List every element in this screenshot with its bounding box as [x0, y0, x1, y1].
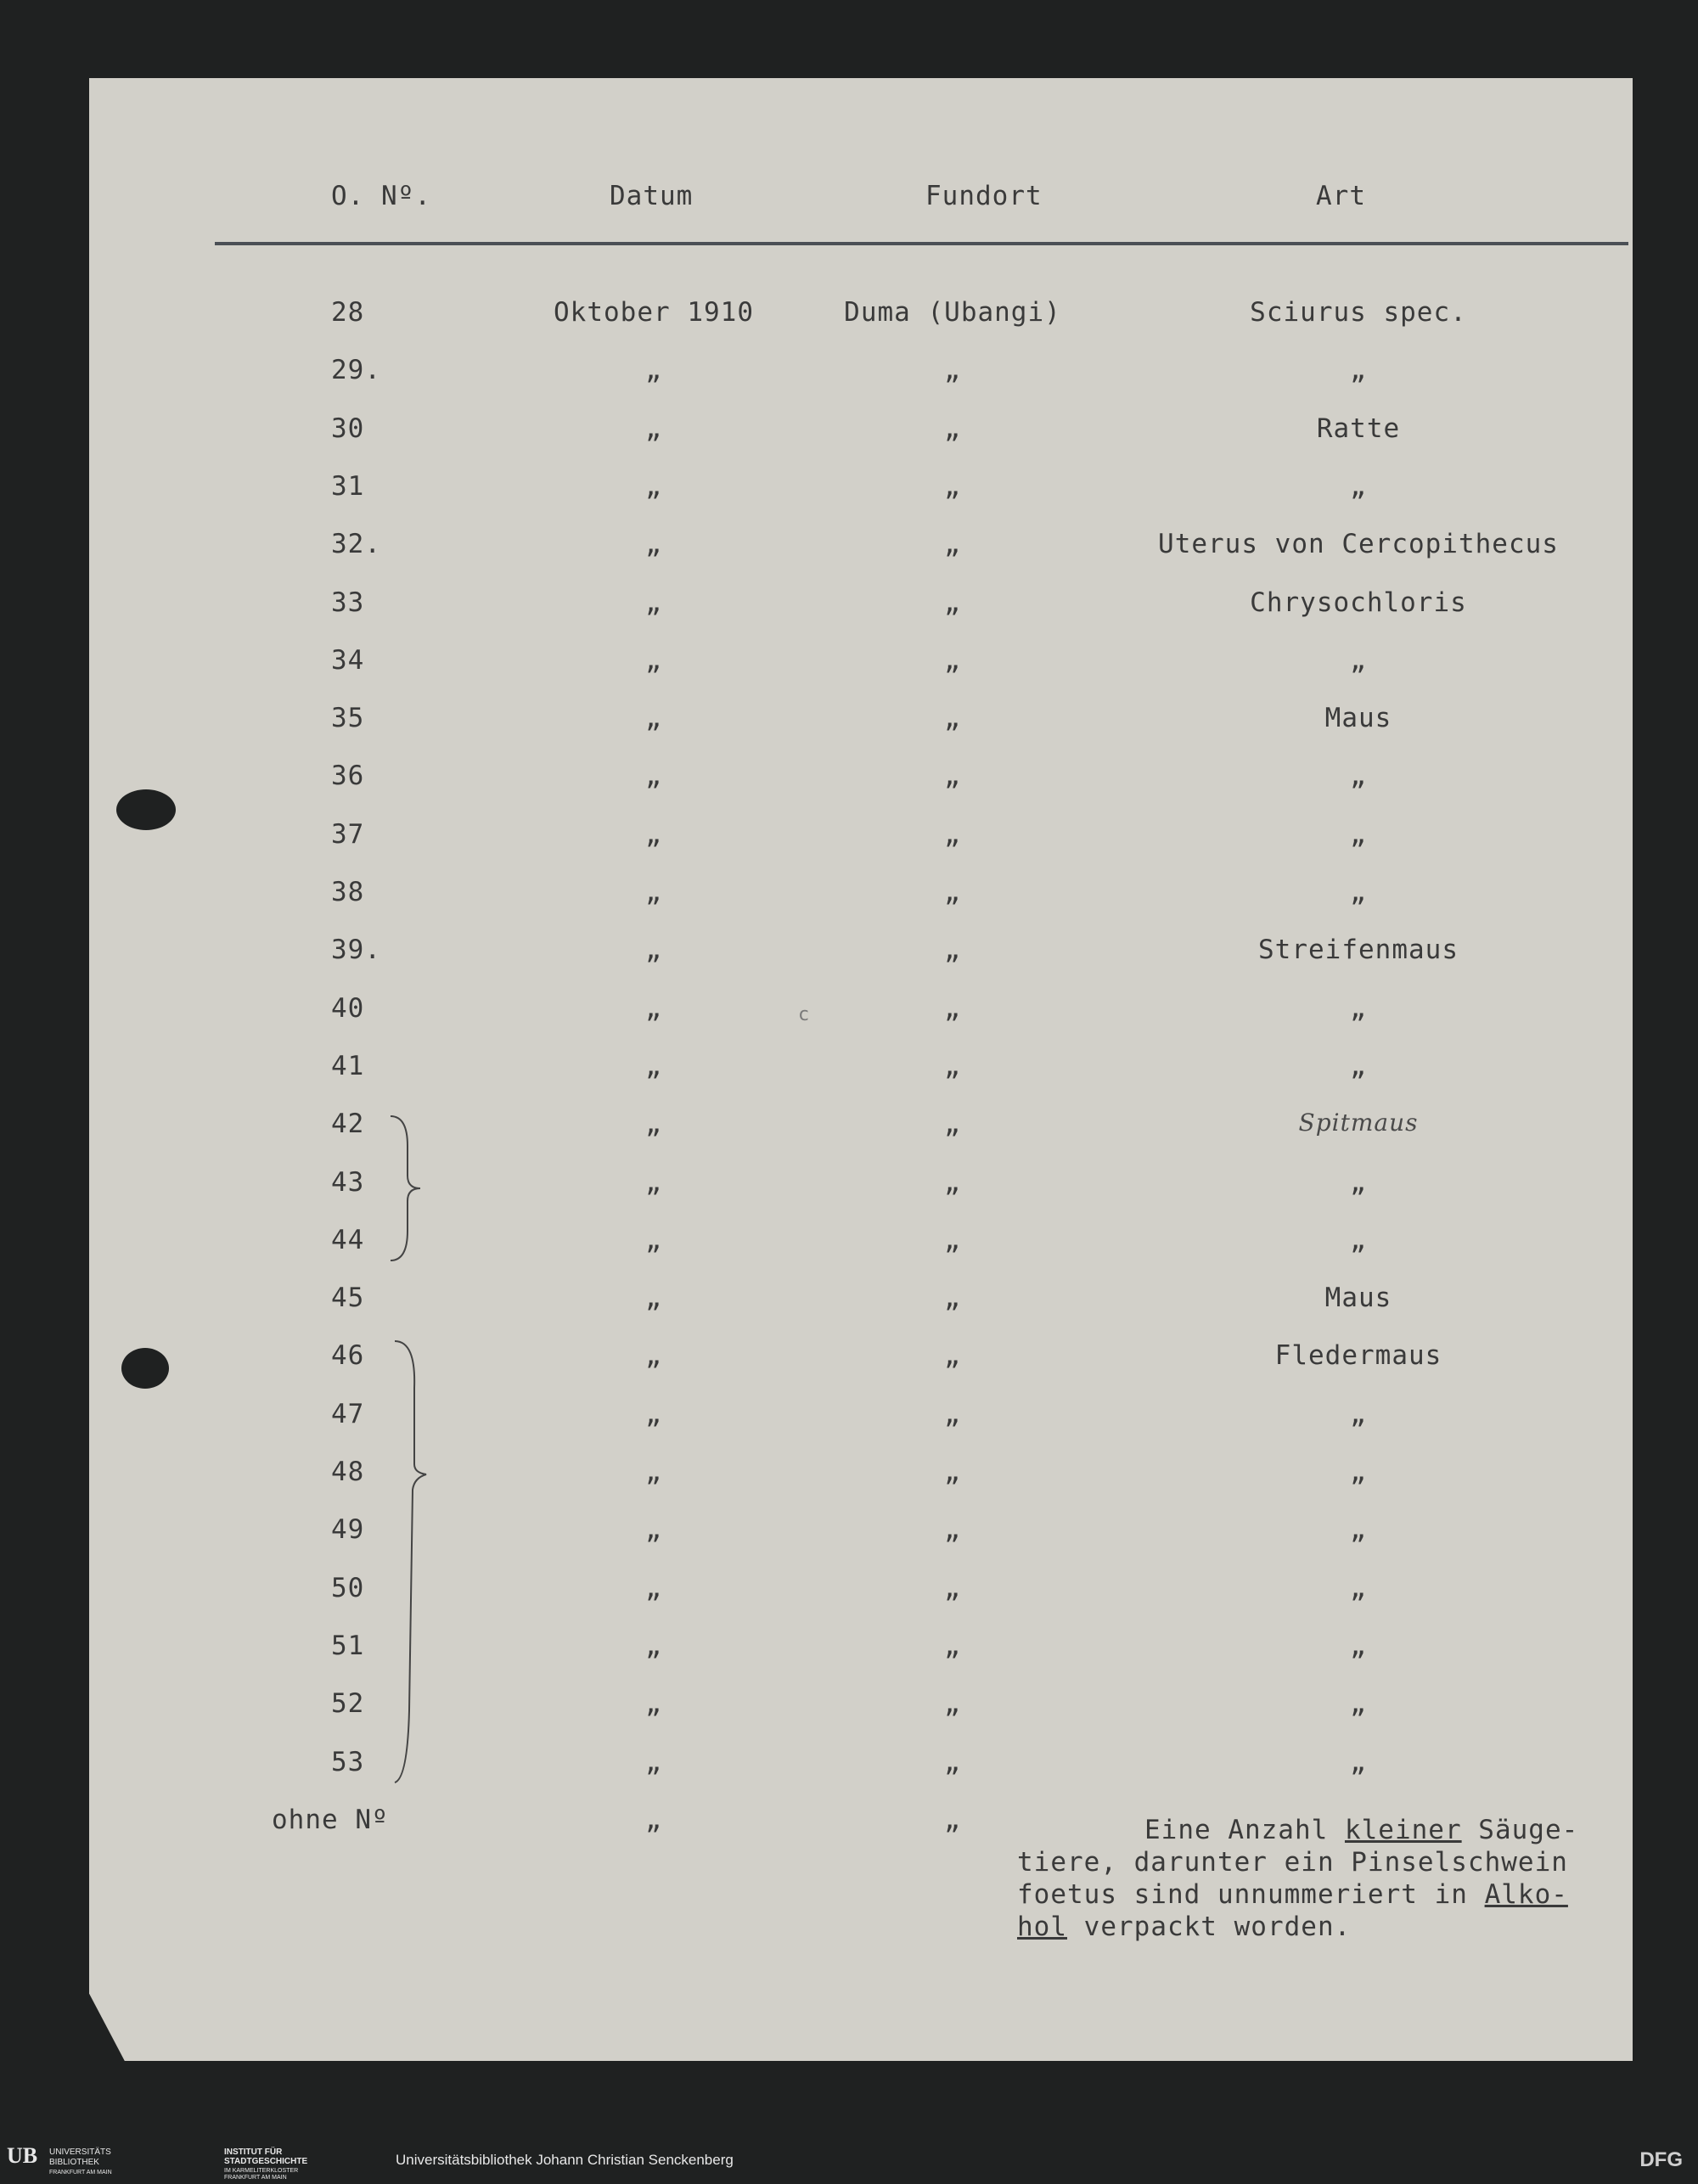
cell-fundort: „: [944, 877, 961, 907]
cell-datum: „: [645, 818, 662, 850]
cell-number: 35: [331, 703, 365, 734]
cell-fundort: „: [944, 703, 961, 734]
cell-fundort: „: [944, 470, 961, 502]
cell-fundort: „: [944, 1340, 961, 1372]
cell-datum: „: [645, 413, 662, 444]
cell-number: 52: [331, 1688, 365, 1720]
cell-art: „: [1350, 1050, 1367, 1081]
isg-logo-text-4: FRANKFURT AM MAIN: [224, 2175, 287, 2181]
cell-datum: „: [645, 703, 662, 734]
cell-fundort: Duma (Ubangi): [844, 297, 1061, 328]
cell-fundort: „: [944, 529, 961, 560]
cell-number: 48: [331, 1457, 365, 1487]
cell-fundort: „: [944, 355, 961, 386]
cell-fundort: „: [944, 992, 961, 1024]
cell-datum: „: [645, 1340, 662, 1372]
cell-datum: „: [645, 1283, 662, 1314]
cell-fundort: „: [944, 935, 961, 966]
cell-datum: „: [645, 992, 662, 1024]
cell-datum: „: [645, 1109, 662, 1140]
note-line-1a: Eine Anzahl: [1144, 1815, 1345, 1845]
cell-number: 47: [331, 1398, 365, 1429]
cell-fundort: „: [944, 1050, 961, 1081]
footer-library-name: Universitätsbibliothek Johann Christian Senckenberg: [396, 2152, 734, 2168]
cell-datum: „: [645, 1514, 662, 1546]
note-line-3-underlined: Alko-: [1484, 1879, 1568, 1910]
cell-number: 42: [331, 1109, 365, 1140]
cell-fundort: „: [944, 1224, 961, 1255]
note-line-3a: foetus sind unnummeriert in: [1017, 1879, 1485, 1910]
table-row: [0, 1573, 1698, 1615]
note-line-1-underlined: kleiner: [1344, 1815, 1462, 1845]
table-row: [0, 587, 1698, 630]
bracket-42-44: [386, 1112, 429, 1265]
cell-art: „: [1350, 1688, 1367, 1720]
cell-datum: Oktober 1910: [554, 297, 754, 328]
cell-fundort: „: [944, 1514, 961, 1546]
cell-datum: „: [645, 1457, 662, 1487]
cell-fundort: „: [944, 1746, 961, 1777]
table-row: [0, 1225, 1698, 1267]
cell-art: Maus: [1324, 703, 1392, 734]
table-row: [0, 645, 1698, 688]
cell-number: 43: [331, 1166, 365, 1198]
cell-number: 45: [331, 1283, 365, 1314]
cell-datum: „: [645, 587, 662, 618]
cell-fundort: „: [944, 1804, 961, 1835]
cell-datum: „: [645, 1804, 662, 1835]
cell-number: 49: [331, 1514, 365, 1546]
cell-number: 30: [331, 413, 365, 444]
column-header-number: O. Nº.: [331, 181, 431, 211]
cell-number: 44: [331, 1224, 365, 1255]
dfg-logo: DFG: [1639, 2148, 1683, 2171]
table-row: [0, 1109, 1698, 1151]
note-text: [1017, 1814, 1637, 1943]
cell-number: 34: [331, 644, 365, 676]
table-row: [0, 1051, 1698, 1093]
cell-number: 41: [331, 1050, 365, 1081]
cell-datum: „: [645, 935, 662, 966]
cell-number: 33: [331, 587, 365, 618]
cell-datum: „: [645, 529, 662, 560]
cell-datum: „: [645, 644, 662, 676]
table-row: [0, 1514, 1698, 1557]
header-rule: [215, 242, 1628, 245]
cell-art: Maus: [1324, 1283, 1392, 1314]
cell-art: „: [1350, 818, 1367, 850]
ub-logo-text-1: UNIVERSITÄTS: [49, 2148, 111, 2157]
table-row: [0, 529, 1698, 571]
table-row: [0, 297, 1698, 340]
cell-fundort: „: [944, 1630, 961, 1661]
cell-art: Uterus von Cercopithecus: [1158, 529, 1559, 560]
cell-fundort: „: [944, 1457, 961, 1487]
table-row: [0, 413, 1698, 456]
note-line-4-underlined: hol: [1017, 1912, 1067, 1942]
cell-fundort: „: [944, 1166, 961, 1198]
cell-art: „: [1350, 1572, 1367, 1603]
note-line-2: tiere, darunter ein Pinselschwein: [1017, 1847, 1568, 1878]
ub-logo: UB: [7, 2143, 38, 2168]
cell-number: 46: [331, 1340, 365, 1372]
table-row: [0, 993, 1698, 1036]
stray-mark: c: [798, 1004, 810, 1025]
cell-fundort: „: [944, 1109, 961, 1140]
cell-number: 38: [331, 877, 365, 907]
table-row: [0, 471, 1698, 514]
cell-datum: „: [645, 1224, 662, 1255]
cell-number: 50: [331, 1572, 365, 1603]
cell-number: 31: [331, 470, 365, 502]
cell-fundort: „: [944, 644, 961, 676]
cell-number: ohne Nº: [272, 1804, 389, 1835]
cell-art: „: [1350, 761, 1367, 792]
table-row: [0, 1283, 1698, 1325]
cell-fundort: „: [944, 818, 961, 850]
cell-datum: „: [645, 1166, 662, 1198]
cell-art: „: [1350, 1398, 1367, 1429]
note-line-4b: verpackt worden.: [1067, 1912, 1352, 1942]
cell-datum: „: [645, 1398, 662, 1429]
cell-datum: „: [645, 877, 662, 907]
cell-number: 36: [331, 761, 365, 792]
isg-logo-text-3: IM KARMELITERKLOSTER: [224, 2168, 299, 2174]
cell-art: „: [1350, 1457, 1367, 1487]
table-row: [0, 935, 1698, 977]
table-row: [0, 703, 1698, 745]
cell-art: „: [1350, 1746, 1367, 1777]
table-row: [0, 877, 1698, 919]
bracket-46-53: [391, 1337, 441, 1787]
cell-fundort: „: [944, 1572, 961, 1603]
cell-art: Ratte: [1316, 413, 1401, 444]
table-row: [0, 1631, 1698, 1673]
cell-art: „: [1350, 644, 1367, 676]
cell-art: „: [1350, 992, 1367, 1024]
cell-datum: „: [645, 1688, 662, 1720]
cell-number: 40: [331, 992, 365, 1024]
table-row: [0, 355, 1698, 397]
column-header-datum: Datum: [610, 181, 694, 211]
cell-art: Sciurus spec.: [1250, 297, 1467, 328]
cell-number: 39.: [331, 935, 381, 966]
cell-number: 37: [331, 818, 365, 850]
cell-number: 28: [331, 297, 365, 328]
cell-number: 29.: [331, 355, 381, 386]
cell-datum: „: [645, 470, 662, 502]
footer-bar: [0, 2138, 1698, 2181]
ub-logo-text-3: FRANKFURT AM MAIN: [49, 2170, 112, 2176]
cell-art: Chrysochloris: [1250, 587, 1467, 618]
cell-art: „: [1350, 1630, 1367, 1661]
isg-logo-text-1: INSTITUT FÜR: [224, 2148, 283, 2157]
cell-art: Fledermaus: [1274, 1340, 1442, 1372]
cell-number: 51: [331, 1630, 365, 1661]
table-row: [0, 1747, 1698, 1789]
cell-art: „: [1350, 1514, 1367, 1546]
cell-fundort: „: [944, 1688, 961, 1720]
cell-datum: „: [645, 761, 662, 792]
cell-datum: „: [645, 355, 662, 386]
table-row: [0, 1399, 1698, 1441]
cell-art: „: [1350, 877, 1367, 907]
table-row: [0, 1340, 1698, 1383]
cell-datum: „: [645, 1572, 662, 1603]
table-row: [0, 1688, 1698, 1731]
cell-number: 53: [331, 1746, 365, 1777]
cell-datum: „: [645, 1630, 662, 1661]
cell-number: 32.: [331, 529, 381, 560]
cell-art: Spitmaus: [1298, 1109, 1419, 1137]
cell-art: „: [1350, 355, 1367, 386]
note-line-1b: Säuge-: [1461, 1815, 1579, 1845]
table-row: [0, 819, 1698, 862]
column-header-art: Art: [1316, 181, 1366, 211]
cell-fundort: „: [944, 761, 961, 792]
cell-art: „: [1350, 1224, 1367, 1255]
table-row: [0, 761, 1698, 803]
cell-datum: „: [645, 1746, 662, 1777]
cell-art: „: [1350, 1166, 1367, 1198]
ub-logo-text-2: BIBLIOTHEK: [49, 2158, 99, 2167]
cell-fundort: „: [944, 413, 961, 444]
column-header-fundort: Fundort: [925, 181, 1043, 211]
cell-fundort: „: [944, 1398, 961, 1429]
cell-art: Streifenmaus: [1258, 935, 1459, 966]
cell-fundort: „: [944, 1283, 961, 1314]
isg-logo-text-2: STADTGESCHICHTE: [224, 2157, 308, 2166]
cell-datum: „: [645, 1050, 662, 1081]
table-row: [0, 1167, 1698, 1210]
table-row: [0, 1457, 1698, 1499]
cell-fundort: „: [944, 587, 961, 618]
cell-art: „: [1350, 470, 1367, 502]
